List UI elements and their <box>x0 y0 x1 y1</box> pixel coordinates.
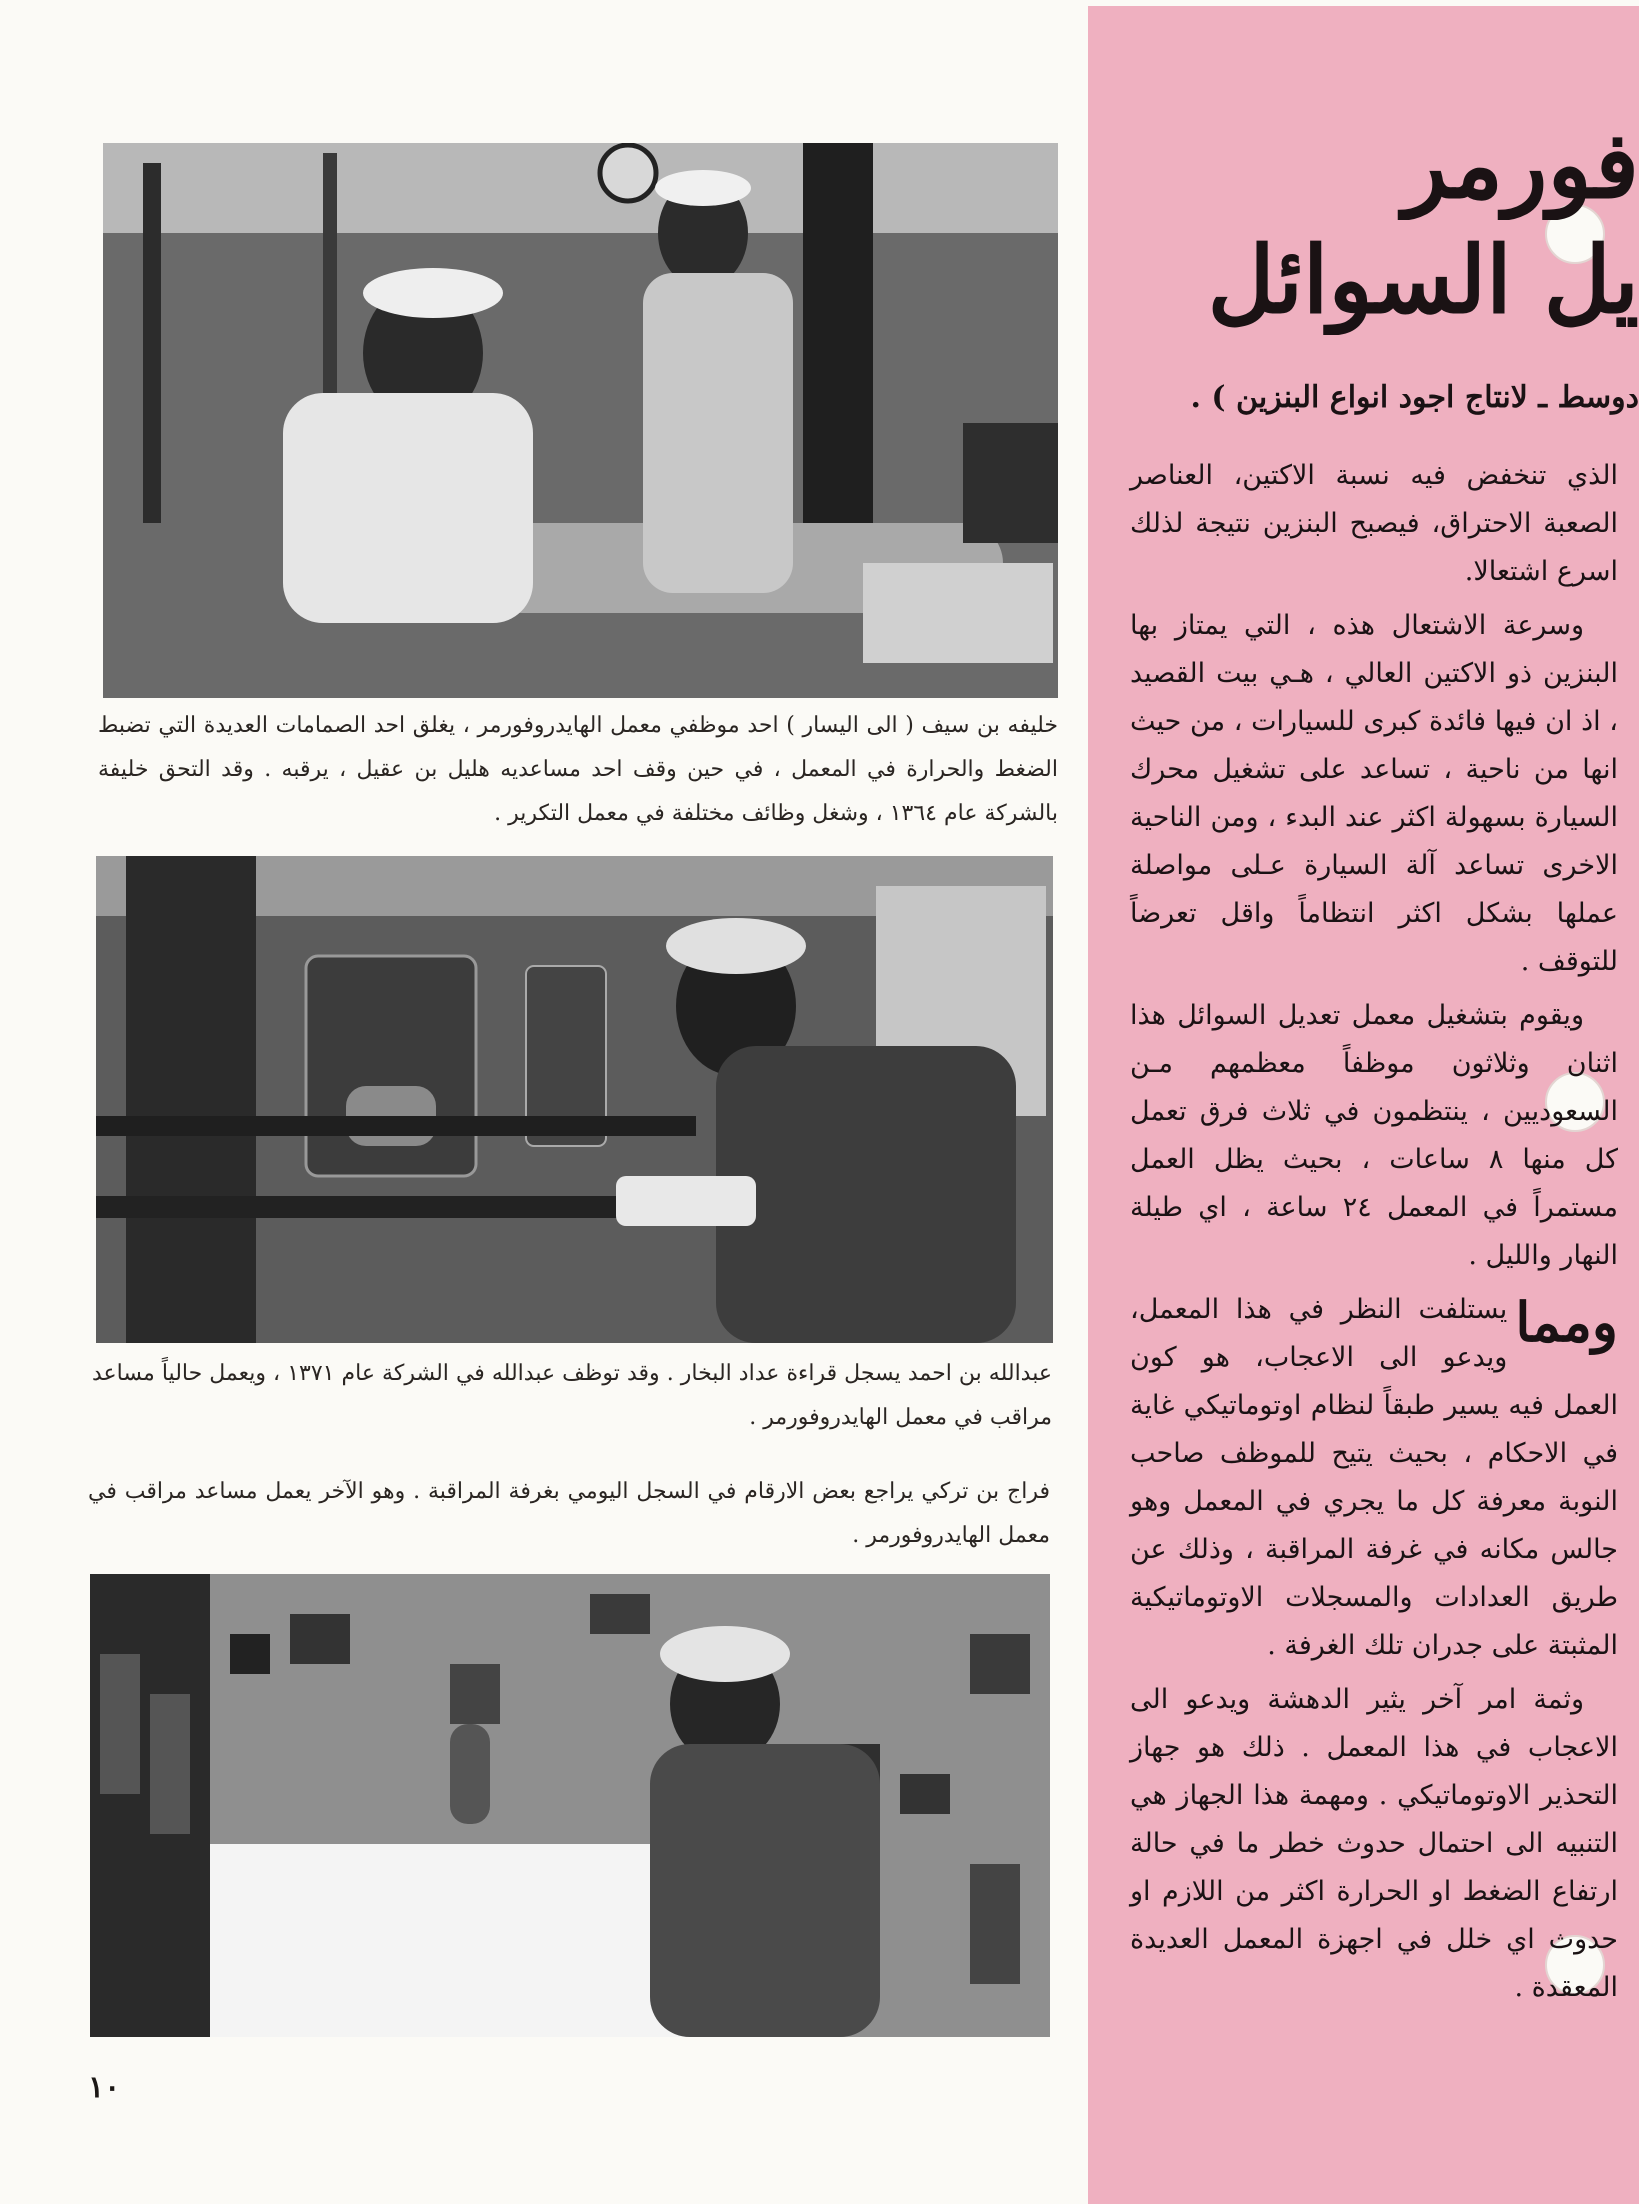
article-title-line-2: يل السوائل <box>1207 226 1639 334</box>
page-number: ١٠ <box>88 2070 121 2105</box>
caption-photo-3: فراج بن تركي يراجع بعض الارقام في السجل اليومي بغرفة المراقبة . وهو الآخر يعمل مساعد مراقب في معمل الهايدروفورمر . <box>88 1479 1050 1548</box>
body-paragraph-4: يستلفت النظر في هذا المعمل، ويدعو الى الاعجاب، هو كون العمل فيه يسير طبقاً لنظام اوتوماتيكي غاية في الاحكام ، بحيث يتيح للموظف صاحب النوبة معرفة كل ما يجري في المعمل وهو جالس مكانه في غرفة المراقبة ، وذلك عن طريق العدادات والمسجلات الاوتوماتيكية المثبتة على جدران تلك الغرفة . <box>1130 1294 1618 1661</box>
photo-valve-workers <box>103 143 1058 698</box>
body-paragraph-5: وثمة امر آخر يثير الدهشة ويدعو الى الاعجاب في هذا المعمل . ذلك هو جهاز التحذير الاوتوماتيكي . ومهمة هذا الجهاز هي التنبيه الى احتمال حدوث خطر ما في حالة ارتفاع الضغط او الحرارة اكثر من اللازم او حدوث اي خلل في اجهزة المعمل العديدة المعقدة . <box>1130 1684 1618 2003</box>
body-paragraph-2: وسرعة الاشتعال هذه ، التي يمتاز بها البنزين ذو الاكتين العالي ، هـي بيت القصيد ، اذ ان فيها فائدة كبرى للسيارات ، من حيث انها من ناحية ، تساعد على تشغيل محرك السيارة بسهولة اكثر عند البدء ، ومن الناحية الاخرى تساعد آلة السيارة عـلى مواصلة عملها بشكل اكثر انتظاماً واقل تعرضاً للتوقف . <box>1130 610 1618 977</box>
drop-word: ومما <box>1515 1290 1618 1354</box>
article-body <box>1130 452 1618 2018</box>
caption-photo-1: خليفه بن سيف ( الى اليسار ) احد موظفي معمل الهايدروفورمر ، يغلق احد الصمامات العديدة التي تضبط الضغط والحرارة في المعمل ، في حين وقف احد مساعديه هليل بن عقيل ، يرقبه . وقد التحق خليفة بالشركة عام ١٣٦٤ ، وشغل وظائف مختلفة في معمل التكرير . <box>98 713 1058 826</box>
photo-steam-meter <box>96 856 1053 1343</box>
body-paragraph-1: الذي تنخفض فيه نسبة الاكتين، العناصر الصعبة الاحتراق، فيصبح البنزين نتيجة لذلك اسرع اشتعالا. <box>1130 460 1618 587</box>
body-paragraph-3: ويقوم بتشغيل معمل تعديل السوائل هذا اثنان وثلاثون موظفاً معظمهم مـن السعوديين ، ينتظمون في ثلاث فرق تعمل كل منها ٨ ساعات ، بحيث يظل العمل مستمراً في المعمل ٢٤ ساعة ، اي طيلة النهار والليل . <box>1130 1000 1619 1271</box>
body-paragraph-4-wrap <box>1130 1286 1618 1670</box>
caption-photo-2: عبدالله بن احمد يسجل قراءة عداد البخار . وقد توظف عبدالله في الشركة عام ١٣٧١ ، ويعمل حالياً مساعد مراقب في معمل الهايدروفورمر . <box>92 1361 1052 1430</box>
article-subtitle: دوسط ـ لانتاج اجود انواع البنزين ) . <box>1190 380 1639 415</box>
article-title-line-1: فورمر <box>1403 111 1639 219</box>
photo-control-room <box>90 1574 1050 2037</box>
